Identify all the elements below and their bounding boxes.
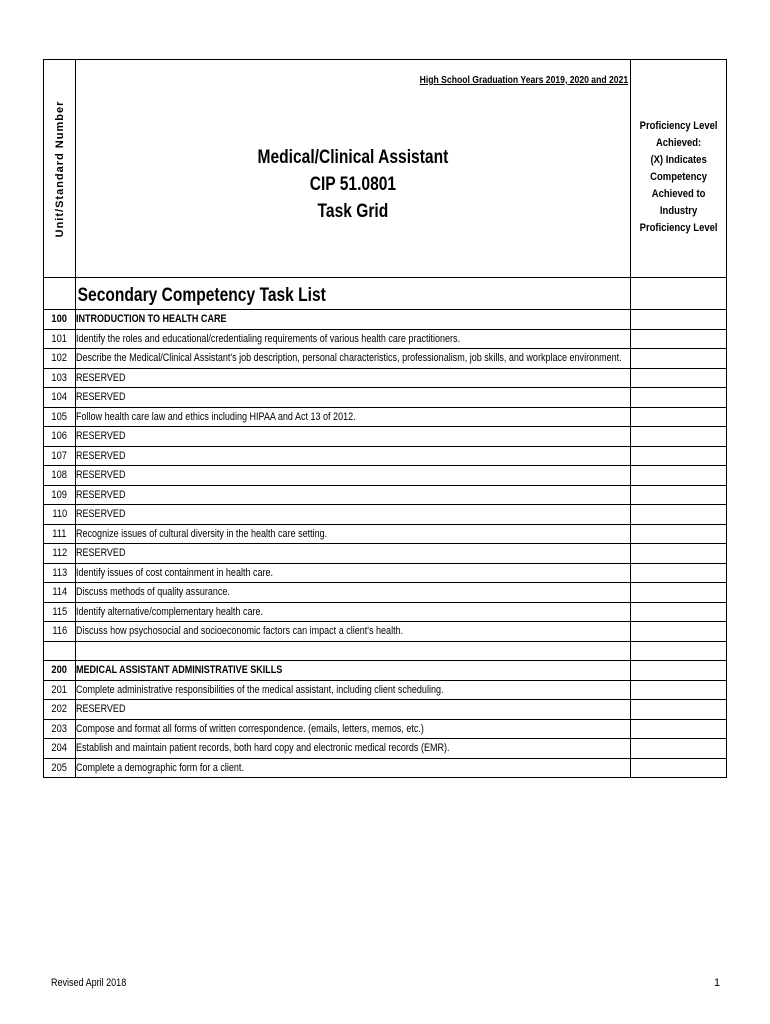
task-row bbox=[44, 622, 727, 642]
task-description bbox=[76, 563, 631, 583]
proficiency-header-cell bbox=[630, 60, 726, 278]
task-description bbox=[76, 505, 631, 525]
proficiency-cell[interactable] bbox=[630, 583, 726, 603]
proficiency-cell[interactable] bbox=[630, 407, 726, 427]
unit-number bbox=[44, 524, 76, 544]
unit-number bbox=[44, 349, 76, 369]
proficiency-cell[interactable] bbox=[630, 719, 726, 739]
task-row bbox=[44, 349, 727, 369]
unit-number bbox=[44, 622, 76, 642]
task-description bbox=[76, 368, 631, 388]
unit-number-text: 202 bbox=[51, 703, 68, 716]
unit-number-text: 103 bbox=[51, 371, 68, 384]
unit-number-text: 204 bbox=[51, 742, 68, 755]
document-title bbox=[76, 144, 630, 225]
task-description bbox=[76, 388, 631, 408]
task-description-text: RESERVED bbox=[76, 508, 126, 521]
task-description bbox=[76, 680, 631, 700]
unit-number-text: 205 bbox=[51, 761, 68, 774]
unit-standard-header-cell bbox=[44, 60, 76, 278]
header-row bbox=[44, 60, 727, 278]
proficiency-cell[interactable] bbox=[630, 310, 726, 330]
task-row bbox=[44, 524, 727, 544]
title-header-cell bbox=[76, 60, 631, 278]
unit-number-text: 101 bbox=[51, 332, 68, 345]
unit-number-text: 110 bbox=[52, 508, 67, 521]
task-row bbox=[44, 427, 727, 447]
task-description-text: Compose and format all forms of written correspondence. (emails, letters, memos, etc.) bbox=[76, 722, 424, 735]
unit-number bbox=[44, 641, 76, 661]
unit-standard-number-label: Unit/Standard Number bbox=[53, 100, 66, 237]
task-description-text: Complete administrative responsibilities of the medical assistant, including client scheduling. bbox=[76, 683, 444, 696]
proficiency-cell[interactable] bbox=[630, 505, 726, 525]
proficiency-cell[interactable] bbox=[630, 544, 726, 564]
task-row bbox=[44, 700, 727, 720]
task-description-text: Recognize issues of cultural diversity in the health care setting. bbox=[76, 527, 328, 540]
task-description bbox=[76, 485, 631, 505]
unit-number bbox=[44, 758, 76, 778]
section-title: Secondary Competency Task List bbox=[77, 284, 326, 306]
unit-number-text: 200 bbox=[51, 664, 68, 677]
task-row bbox=[44, 329, 727, 349]
proficiency-cell[interactable] bbox=[630, 349, 726, 369]
proficiency-cell[interactable] bbox=[630, 466, 726, 486]
task-description-text: Identify the roles and educational/credentialing requirements of various health care practitioners. bbox=[76, 332, 461, 345]
task-description-text: Discuss how psychosocial and socioeconomic factors can impact a client's health. bbox=[76, 625, 404, 638]
task-description bbox=[76, 466, 631, 486]
unit-number-text: 201 bbox=[51, 683, 68, 696]
unit-number bbox=[44, 368, 76, 388]
unit-number bbox=[44, 563, 76, 583]
unit-number-text: 105 bbox=[51, 410, 68, 423]
task-description bbox=[76, 622, 631, 642]
proficiency-cell[interactable] bbox=[630, 329, 726, 349]
task-description bbox=[76, 446, 631, 466]
unit-number-text: 114 bbox=[52, 586, 67, 599]
revised-date: Revised April 2018 bbox=[51, 977, 127, 989]
task-description-text: RESERVED bbox=[76, 371, 126, 384]
task-description-text: RESERVED bbox=[76, 430, 126, 443]
task-description bbox=[76, 758, 631, 778]
task-row bbox=[44, 758, 727, 778]
unit-number-text: 116 bbox=[52, 625, 67, 638]
proficiency-cell[interactable] bbox=[630, 602, 726, 622]
task-description bbox=[76, 739, 631, 759]
task-description bbox=[76, 407, 631, 427]
task-description bbox=[76, 349, 631, 369]
task-row bbox=[44, 446, 727, 466]
blank-row bbox=[44, 641, 727, 661]
proficiency-cell[interactable] bbox=[630, 641, 726, 661]
proficiency-cell[interactable] bbox=[630, 758, 726, 778]
task-description bbox=[76, 583, 631, 603]
title-cip-code: CIP 51.0801 bbox=[309, 174, 397, 195]
task-row bbox=[44, 388, 727, 408]
task-row bbox=[44, 544, 727, 564]
task-description bbox=[76, 602, 631, 622]
unit-number-text: 109 bbox=[51, 488, 68, 501]
section-title-row bbox=[44, 278, 727, 310]
task-description-text: Follow health care law and ethics including HIPAA and Act 13 of 2012. bbox=[76, 410, 356, 423]
task-row bbox=[44, 680, 727, 700]
task-description-text: Discuss methods of quality assurance. bbox=[76, 586, 230, 599]
unit-number bbox=[44, 661, 76, 681]
unit-number bbox=[44, 700, 76, 720]
task-description-text: MEDICAL ASSISTANT ADMINISTRATIVE SKILLS bbox=[76, 664, 283, 677]
unit-number bbox=[44, 407, 76, 427]
task-row bbox=[44, 368, 727, 388]
task-description bbox=[76, 427, 631, 447]
task-description-text: Complete a demographic form for a client. bbox=[76, 761, 245, 774]
task-row bbox=[44, 563, 727, 583]
task-description bbox=[76, 544, 631, 564]
section-title-cell bbox=[76, 278, 631, 310]
unit-number bbox=[44, 602, 76, 622]
task-description bbox=[76, 719, 631, 739]
task-description-text: Identify issues of cost containment in health care. bbox=[76, 566, 274, 579]
task-row bbox=[44, 485, 727, 505]
task-description-text: INTRODUCTION TO HEALTH CARE bbox=[76, 313, 227, 326]
title-program: Medical/Clinical Assistant bbox=[257, 147, 449, 168]
unit-number-text: 100 bbox=[51, 313, 68, 326]
task-description bbox=[76, 641, 631, 661]
proficiency-cell[interactable] bbox=[630, 427, 726, 447]
unit-number-text: 107 bbox=[51, 449, 68, 462]
task-description-text: RESERVED bbox=[76, 488, 126, 501]
unit-number bbox=[44, 739, 76, 759]
task-description bbox=[76, 329, 631, 349]
unit-number-text: 111 bbox=[52, 527, 67, 540]
unit-number-text: 112 bbox=[52, 547, 67, 560]
task-description bbox=[76, 310, 631, 330]
unit-number bbox=[44, 505, 76, 525]
unit-number bbox=[44, 329, 76, 349]
task-description bbox=[76, 661, 631, 681]
proficiency-cell[interactable] bbox=[630, 700, 726, 720]
unit-number bbox=[44, 427, 76, 447]
task-description bbox=[76, 524, 631, 544]
unit-number-text: 104 bbox=[51, 391, 68, 404]
task-row bbox=[44, 466, 727, 486]
task-description-text: Describe the Medical/Clinical Assistant's job description, personal characteristics, professionalism, job skills, and workplace environment. bbox=[76, 352, 622, 365]
unit-number-text: 113 bbox=[52, 566, 67, 579]
unit-number bbox=[44, 310, 76, 330]
unit-number bbox=[44, 719, 76, 739]
task-description-text: RESERVED bbox=[76, 469, 126, 482]
unit-number bbox=[44, 446, 76, 466]
proficiency-cell[interactable] bbox=[630, 388, 726, 408]
unit-number bbox=[44, 388, 76, 408]
task-row bbox=[44, 602, 727, 622]
task-description-text: RESERVED bbox=[76, 449, 126, 462]
unit-number-text: 203 bbox=[51, 722, 68, 735]
unit-number bbox=[44, 583, 76, 603]
task-row bbox=[44, 407, 727, 427]
proficiency-cell[interactable] bbox=[630, 446, 726, 466]
page-number: 1 bbox=[714, 977, 721, 989]
task-description-text: RESERVED bbox=[76, 703, 126, 716]
unit-number bbox=[44, 680, 76, 700]
proficiency-cell[interactable] bbox=[630, 485, 726, 505]
task-description bbox=[76, 700, 631, 720]
proficiency-cell[interactable] bbox=[630, 368, 726, 388]
proficiency-cell[interactable] bbox=[630, 661, 726, 681]
unit-number bbox=[44, 466, 76, 486]
section-header-row bbox=[44, 661, 727, 681]
unit-number bbox=[44, 485, 76, 505]
task-row bbox=[44, 739, 727, 759]
task-description-text: Identify alternative/complementary health care. bbox=[76, 605, 264, 618]
task-grid-table bbox=[43, 59, 727, 778]
section-title-num-cell bbox=[44, 278, 76, 310]
proficiency-cell[interactable] bbox=[630, 524, 726, 544]
proficiency-level-label: Proficiency Level Achieved: (X) Indicates Competency Achieved to Industry Proficiency Level bbox=[639, 120, 718, 234]
task-description-text: RESERVED bbox=[76, 547, 126, 560]
task-description-text: Establish and maintain patient records, both hard copy and electronic medical records (EMR). bbox=[76, 742, 450, 755]
unit-number-text: 102 bbox=[51, 352, 68, 365]
unit-number-text: 106 bbox=[51, 430, 68, 443]
proficiency-cell[interactable] bbox=[630, 278, 726, 310]
task-description-text: RESERVED bbox=[76, 391, 126, 404]
unit-number bbox=[44, 544, 76, 564]
unit-number-text: 108 bbox=[51, 469, 68, 482]
task-row bbox=[44, 719, 727, 739]
proficiency-cell[interactable] bbox=[630, 680, 726, 700]
proficiency-cell[interactable] bbox=[630, 622, 726, 642]
unit-number-text: 115 bbox=[52, 605, 67, 618]
graduation-years: High School Graduation Years 2019, 2020 and 2021 bbox=[419, 74, 629, 86]
proficiency-cell[interactable] bbox=[630, 739, 726, 759]
title-task-grid: Task Grid bbox=[317, 201, 389, 222]
section-header-row bbox=[44, 310, 727, 330]
task-row bbox=[44, 505, 727, 525]
task-row bbox=[44, 583, 727, 603]
proficiency-cell[interactable] bbox=[630, 563, 726, 583]
